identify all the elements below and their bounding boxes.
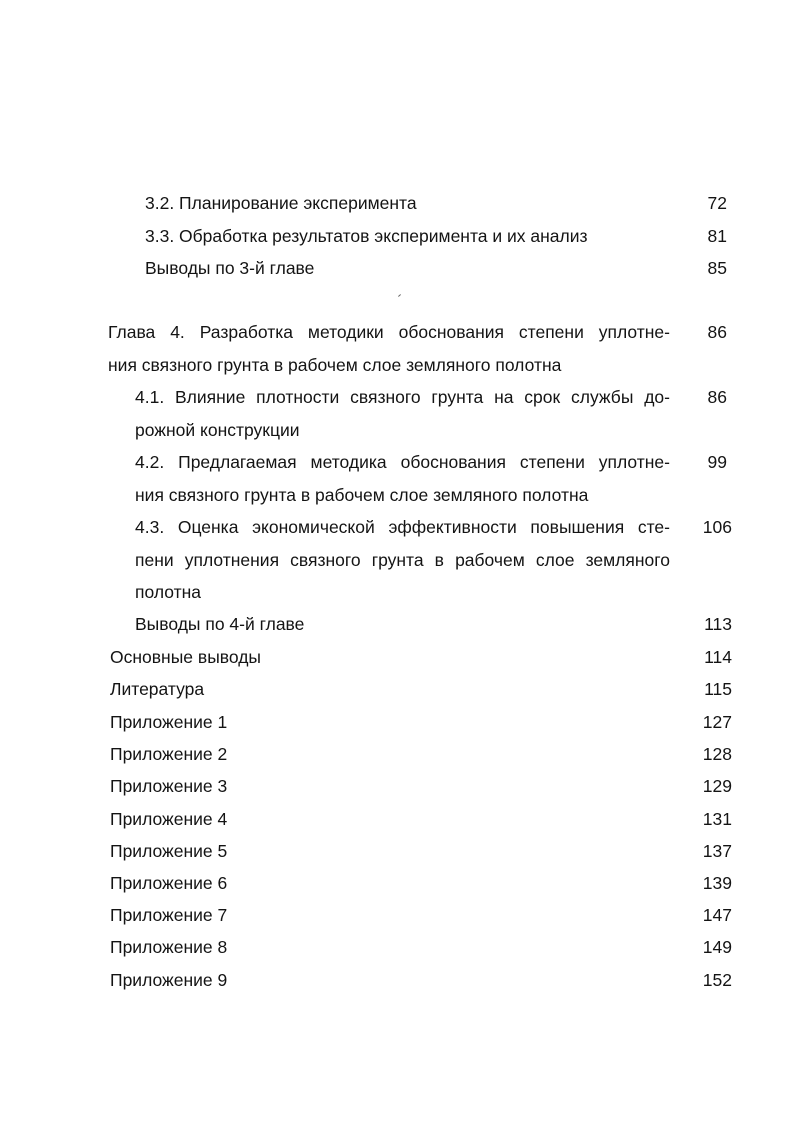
toc-page-number: 113 [704,614,732,634]
toc-entry-line: 4.3. Оценка экономической эффективности повышения сте- [135,517,670,537]
toc-page-number: 147 [702,905,732,925]
toc-page-number: 131 [702,809,732,829]
toc-entry-title: Приложение 8 [110,937,228,957]
toc-entry-line: Глава 4. Разработка методики обоснования степени уплотне- [108,322,670,342]
scan-speck [398,294,401,297]
toc-entry-title: Приложение 4 [110,809,228,829]
toc-page-number: 99 [707,452,727,472]
toc-entry-title: Приложение 7 [110,905,228,925]
toc-entry-4-2 [135,446,670,511]
toc-entry-title: Приложение 1 [110,712,228,732]
toc-entry-title: Приложение 6 [110,873,228,893]
toc-entry-appendix [110,964,227,997]
toc-entry-line: 4.1. Влияние плотности связного грунта на срок службы до- [135,387,670,407]
toc-page-number: 127 [702,712,732,732]
toc-entry-4-3 [135,511,670,609]
toc-page-number: 115 [704,679,732,699]
toc-entry-line: пени уплотнения связного грунта в рабочем слое земляного [135,549,670,570]
toc-entry-title: Приложение 3 [110,776,228,796]
toc-entry-title: 3.3. Обработка результатов эксперимента и их анализ [145,226,588,246]
toc-entry-3-2 [145,187,417,220]
toc-entry-3-3 [145,220,588,253]
toc-entry-chapter-4 [108,316,670,381]
toc-entry-line: полотна [135,582,201,602]
toc-entry-appendix [110,931,227,964]
toc-entry-title: Выводы по 3-й главе [145,258,315,278]
toc-page-number: 152 [702,970,732,990]
toc-entry-line: ния связного грунта в рабочем слое земляного полотна [108,354,562,375]
toc-entry-title: Приложение 5 [110,841,228,861]
toc-entry-main-conclusions [110,641,261,674]
toc-page-number: 86 [707,387,727,407]
toc-page-number: 72 [707,193,727,213]
toc-entry-appendix [110,738,227,771]
toc-page-number: 85 [707,258,727,278]
toc-entry-title: 3.2. Планирование эксперимента [145,193,417,213]
toc-entry-appendix [110,899,227,932]
toc-page-number: 128 [702,744,732,764]
toc-entry-line: рожной конструкции [135,419,300,440]
toc-entry-appendix [110,770,227,803]
toc-entry-title: Приложение 2 [110,744,228,764]
toc-page-number: 137 [702,841,732,861]
toc-entry-appendix [110,803,227,836]
toc-page-number: 86 [707,322,727,342]
toc-entry-conclusions-4 [135,608,304,641]
toc-page-number: 106 [702,517,732,537]
toc-entry-conclusions-3 [145,252,314,285]
toc-entry-appendix [110,867,227,900]
toc-entry-appendix [110,706,227,739]
toc-entry-title: Выводы по 4-й главе [135,614,305,634]
toc-page-number: 81 [707,226,727,246]
toc-entry-appendix [110,835,227,868]
toc-entry-title: Приложение 9 [110,970,228,990]
toc-page-number: 149 [702,937,732,957]
toc-entry-line: 4.2. Предлагаемая методика обоснования степени уплотне- [135,452,670,472]
toc-page-number: 139 [702,873,732,893]
toc-entry-title: Литература [110,679,205,699]
toc-entry-title: Основные выводы [110,647,262,667]
toc-entry-4-1 [135,381,670,446]
toc-page-number: 114 [704,647,732,667]
toc-page-number: 129 [702,776,732,796]
toc-entry-line: ния связного грунта в рабочем слое земляного полотна [135,484,589,505]
toc-entry-literature [110,673,204,706]
